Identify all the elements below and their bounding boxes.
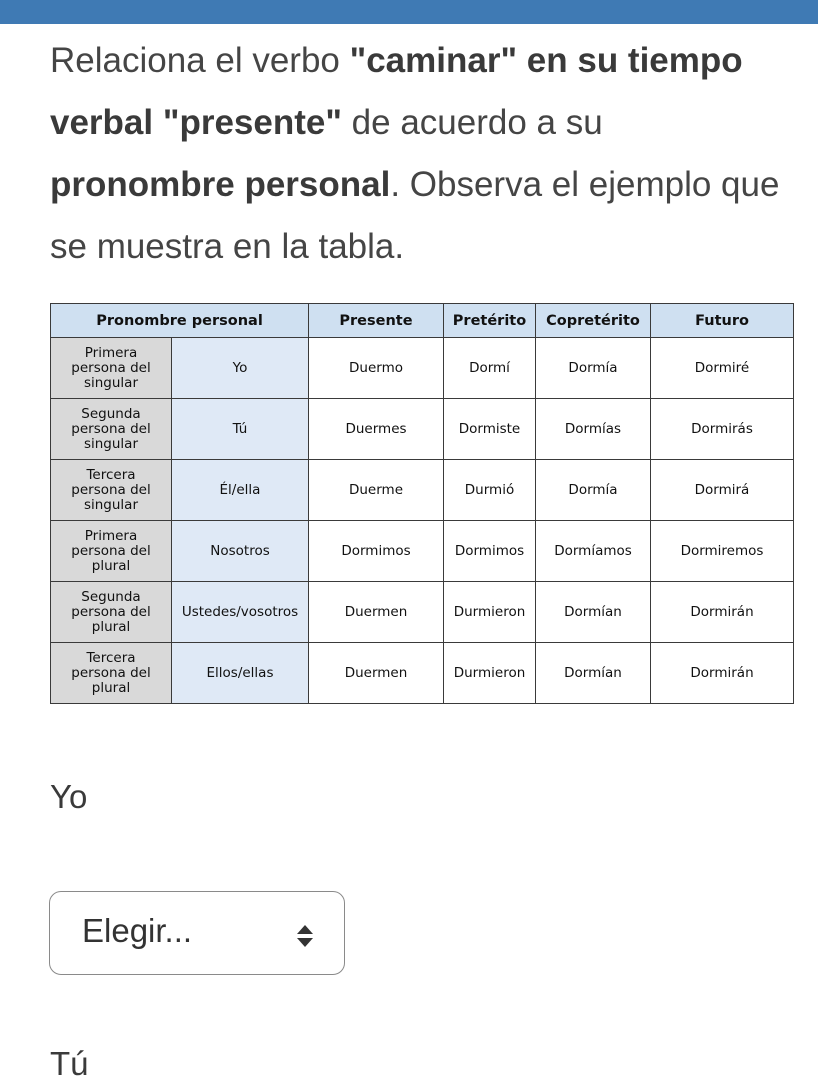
- person-line: persona del: [71, 481, 151, 498]
- person-line: persona del: [71, 420, 151, 437]
- question-bold-verb: "caminar" en su tiempo verbal "presente": [50, 41, 743, 142]
- pronoun-cell: Ustedes/vosotros: [172, 582, 309, 643]
- presente-cell: Duermen: [309, 643, 444, 704]
- futuro-cell: Dormirá: [651, 460, 794, 521]
- copreterito-cell: Dormía: [536, 460, 651, 521]
- person-line: persona del: [71, 603, 151, 620]
- person-line: plural: [91, 557, 131, 574]
- person-cell: [51, 338, 172, 399]
- person-line: singular: [83, 496, 139, 513]
- item-label-tu: Tú: [50, 1045, 89, 1082]
- person-cell: [51, 521, 172, 582]
- person-line: persona del: [71, 359, 151, 376]
- preterito-cell: Dormí: [444, 338, 536, 399]
- person-line: Segunda: [81, 588, 141, 605]
- question-text: [50, 30, 790, 278]
- person-line: Primera: [84, 527, 138, 544]
- futuro-cell: Dormirán: [651, 643, 794, 704]
- pronoun-cell: Él/ella: [172, 460, 309, 521]
- presente-cell: Duermo: [309, 338, 444, 399]
- preterito-cell: Dormimos: [444, 521, 536, 582]
- person-cell: [51, 643, 172, 704]
- copreterito-cell: Dormían: [536, 643, 651, 704]
- presente-cell: Duerme: [309, 460, 444, 521]
- person-line: persona del: [71, 664, 151, 681]
- futuro-cell: Dormiré: [651, 338, 794, 399]
- table-row: [51, 399, 794, 460]
- person-cell: [51, 582, 172, 643]
- person-line: singular: [83, 374, 139, 391]
- question-part: . Observa el ejemplo que se muestra en la tabla.: [50, 165, 780, 266]
- table-row: [51, 338, 794, 399]
- person-line: Primera: [84, 344, 138, 361]
- preterito-cell: Durmió: [444, 460, 536, 521]
- presente-cell: Duermen: [309, 582, 444, 643]
- futuro-cell: Dormiremos: [651, 521, 794, 582]
- person-line: Segunda: [81, 405, 141, 422]
- person-line: plural: [91, 679, 131, 696]
- table-row: [51, 521, 794, 582]
- futuro-cell: Dormirán: [651, 582, 794, 643]
- pronoun-cell: Ellos/ellas: [172, 643, 309, 704]
- question-bold-pronoun: pronombre personal: [50, 165, 391, 204]
- table-header-row: [51, 304, 794, 338]
- preterito-cell: Durmieron: [444, 643, 536, 704]
- person-cell: [51, 399, 172, 460]
- person-cell: [51, 460, 172, 521]
- presente-cell: Dormimos: [309, 521, 444, 582]
- person-line: plural: [91, 618, 131, 635]
- copreterito-cell: Dormía: [536, 338, 651, 399]
- copreterito-cell: Dormíamos: [536, 521, 651, 582]
- pronoun-cell: Nosotros: [172, 521, 309, 582]
- copreterito-cell: Dormían: [536, 582, 651, 643]
- header-presente: Presente: [309, 304, 444, 338]
- top-bar: [0, 0, 818, 24]
- person-line: Tercera: [86, 466, 136, 483]
- header-futuro: Futuro: [651, 304, 794, 338]
- presente-cell: Duermes: [309, 399, 444, 460]
- preterito-cell: Dormiste: [444, 399, 536, 460]
- select-value: Elegir...: [82, 912, 193, 949]
- futuro-cell: Dormirás: [651, 399, 794, 460]
- preterito-cell: Durmieron: [444, 582, 536, 643]
- person-line: singular: [83, 435, 139, 452]
- person-line: persona del: [71, 542, 151, 559]
- person-line: Tercera: [86, 649, 136, 666]
- header-pronombre: Pronombre personal: [51, 304, 309, 338]
- table-row: [51, 643, 794, 704]
- pronoun-cell: Yo: [172, 338, 309, 399]
- sort-arrows-icon: [296, 922, 314, 950]
- item-label-yo: Yo: [50, 778, 88, 815]
- header-copreterito: Copretérito: [536, 304, 651, 338]
- answer-select-yo[interactable]: [49, 891, 345, 975]
- conjugation-table: [50, 303, 794, 704]
- question-part: Relaciona el verbo: [50, 41, 350, 80]
- table-row: [51, 582, 794, 643]
- conjugation-table-image: [50, 303, 794, 704]
- copreterito-cell: Dormías: [536, 399, 651, 460]
- question-part: de acuerdo a su: [341, 103, 603, 142]
- pronoun-cell: Tú: [172, 399, 309, 460]
- table-row: [51, 460, 794, 521]
- header-preterito: Pretérito: [444, 304, 536, 338]
